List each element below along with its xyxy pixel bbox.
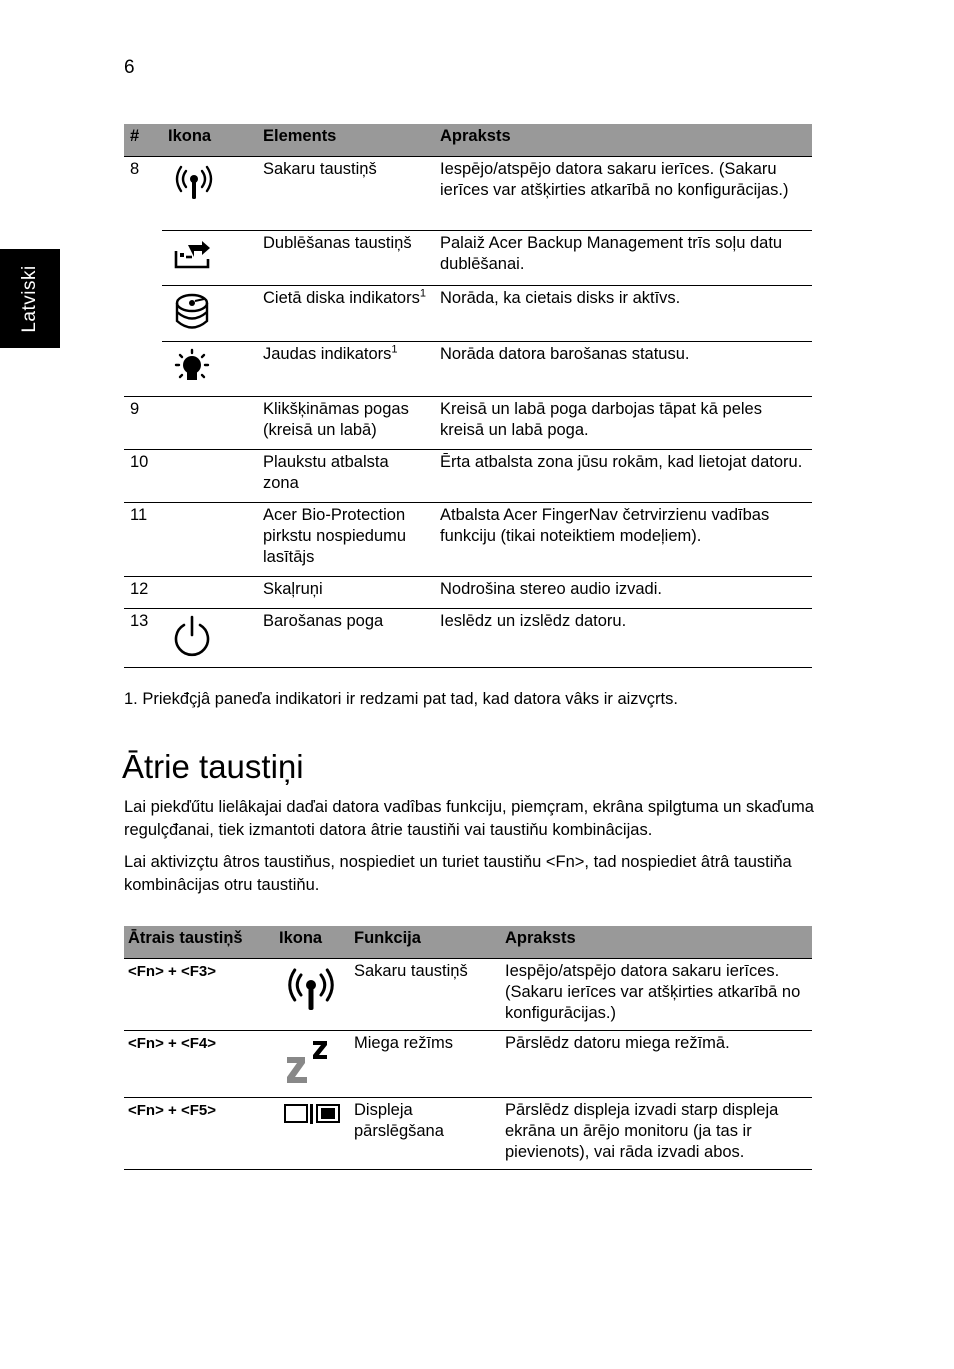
table-header-row — [124, 926, 812, 959]
header-num: # — [124, 124, 162, 157]
display-toggle-icon — [283, 1102, 343, 1126]
function-name: Displeja pārslēgšana — [348, 1098, 499, 1170]
section-heading: Ātrie taustiņi — [122, 748, 304, 785]
function-name: Miega režīms — [348, 1031, 499, 1098]
element-description: Palaiž Acer Backup Management trīs soļu datu dublēšanai. — [434, 231, 812, 286]
icon-cell — [162, 577, 257, 609]
row-number: 9 — [124, 397, 162, 450]
footnote-marker: 1 — [391, 343, 398, 356]
language-tab — [0, 249, 60, 348]
wireless-icon — [283, 965, 339, 1015]
backup-icon — [172, 237, 216, 271]
table-row — [124, 1098, 812, 1170]
header-icon: Ikona — [273, 926, 348, 959]
power-button-icon — [172, 615, 216, 659]
row-number: 13 — [124, 609, 162, 668]
element-name: Skaļruņi — [257, 577, 434, 609]
function-description: Pārslēdz datoru miega režīmā. — [499, 1031, 812, 1098]
table-row — [124, 577, 812, 609]
icon-cell — [162, 286, 257, 342]
page-number: 6 — [124, 57, 135, 78]
table-row — [124, 231, 812, 286]
element-name: Acer Bio-Protection pirkstu nospiedumu lasītājs — [257, 503, 434, 577]
power-indicator-icon — [172, 348, 216, 388]
element-description: Ērta atbalsta zona jūsu rokām, kad lietojat datoru. — [434, 450, 812, 503]
table-row — [124, 157, 812, 231]
hdd-icon — [172, 292, 216, 332]
element-name-cell — [257, 286, 434, 342]
row-number: 12 — [124, 577, 162, 609]
footnote: 1. Priekđçjâ paneďa indikatori ir redzami pat tad, kad datora vâks ir aizvçrts. — [124, 690, 678, 708]
table-row — [124, 397, 812, 450]
icon-cell — [162, 609, 257, 668]
element-description: Atbalsta Acer FingerNav četrvirzienu vadības funkciju (tikai noteiktiem modeļiem). — [434, 503, 812, 577]
element-name: Klikšķināmas pogas (kreisā un labā) — [257, 397, 434, 450]
function-description: Pārslēdz displeja izvadi starp displeja ekrāna un ārējo monitoru (ja tas ir pievienots), vai rāda izvadi abos. — [499, 1098, 812, 1170]
header-description: Apraksts — [434, 124, 812, 157]
element-description: Norāda datora barošanas statusu. — [434, 342, 812, 397]
header-element: Elements — [257, 124, 434, 157]
table-header-row — [124, 124, 812, 157]
element-description: Kreisā un labā poga darbojas tāpat kā peles kreisā un labā poga. — [434, 397, 812, 450]
element-name: Dublēšanas taustiņš — [257, 231, 434, 286]
icon-cell — [162, 231, 257, 286]
element-name: Cietā diska indikators — [263, 289, 420, 307]
hotkey: <Fn> + <F5> — [124, 1098, 273, 1170]
table-row — [124, 450, 812, 503]
row-number: 8 — [130, 160, 140, 178]
element-description: Ieslēdz un izslēdz datoru. — [434, 609, 812, 668]
icon-cell — [273, 1031, 348, 1098]
footnote-marker: 1 — [419, 287, 426, 300]
hotkeys-table — [124, 926, 812, 1170]
element-name: Barošanas poga — [257, 609, 434, 668]
wireless-icon — [172, 163, 216, 203]
icon-cell — [162, 450, 257, 503]
hotkey: <Fn> + <F3> — [124, 959, 273, 1031]
icon-cell — [162, 503, 257, 577]
table-row — [124, 609, 812, 668]
icon-cell — [162, 157, 257, 231]
icon-cell — [273, 959, 348, 1031]
element-description: Norāda, ka cietais disks ir aktīvs. — [434, 286, 812, 342]
table-row — [124, 342, 812, 397]
components-table — [124, 124, 812, 668]
element-name: Plaukstu atbalsta zona — [257, 450, 434, 503]
element-name-cell — [257, 342, 434, 397]
icon-cell — [273, 1098, 348, 1170]
header-hotkey: Ātrais taustiņš — [124, 926, 273, 959]
row-number: 10 — [124, 450, 162, 503]
header-description: Apraksts — [499, 926, 812, 959]
table-row — [124, 959, 812, 1031]
element-name: Jaudas indikators — [263, 345, 392, 363]
element-description: Iespējo/atspējo datora sakaru ierīces. (Sakaru ierīces var atšķirties atkarībā no konfigurācijas.) — [434, 157, 812, 231]
function-description: Iespējo/atspējo datora sakaru ierīces. (Sakaru ierīces var atšķirties atkarībā no konfigurācijas.) — [499, 959, 812, 1031]
table-row — [124, 286, 812, 342]
table-row — [124, 1031, 812, 1098]
icon-cell — [162, 397, 257, 450]
element-description: Nodrošina stereo audio izvadi. — [434, 577, 812, 609]
table-row — [124, 503, 812, 577]
row-number — [124, 286, 162, 342]
icon-cell — [162, 342, 257, 397]
function-name: Sakaru taustiņš — [348, 959, 499, 1031]
row-number — [124, 342, 162, 397]
element-name: Sakaru taustiņš — [257, 157, 434, 231]
header-function: Funkcija — [348, 926, 499, 959]
sleep-icon — [283, 1037, 339, 1089]
paragraph: Lai piekďűtu lielâkajai daďai datora vadîbas funkciju, piemçram, ekrâna spilgtuma un skaďuma regulçđanai, tiek izmantoti datora âtrie taustiňi vai taustiňu kombinâcijas. — [124, 798, 814, 839]
paragraph: Lai aktivizçtu âtros taustiňus, nospiediet un turiet taustiňu <Fn>, tad nospiediet âtrâ taustiňa kombinâcijas otru taustiňu. — [124, 853, 792, 894]
row-number — [124, 231, 162, 286]
language-tab-label: Latviski — [19, 265, 40, 333]
hotkey: <Fn> + <F4> — [124, 1031, 273, 1098]
row-number: 11 — [124, 503, 162, 577]
header-icon: Ikona — [162, 124, 257, 157]
